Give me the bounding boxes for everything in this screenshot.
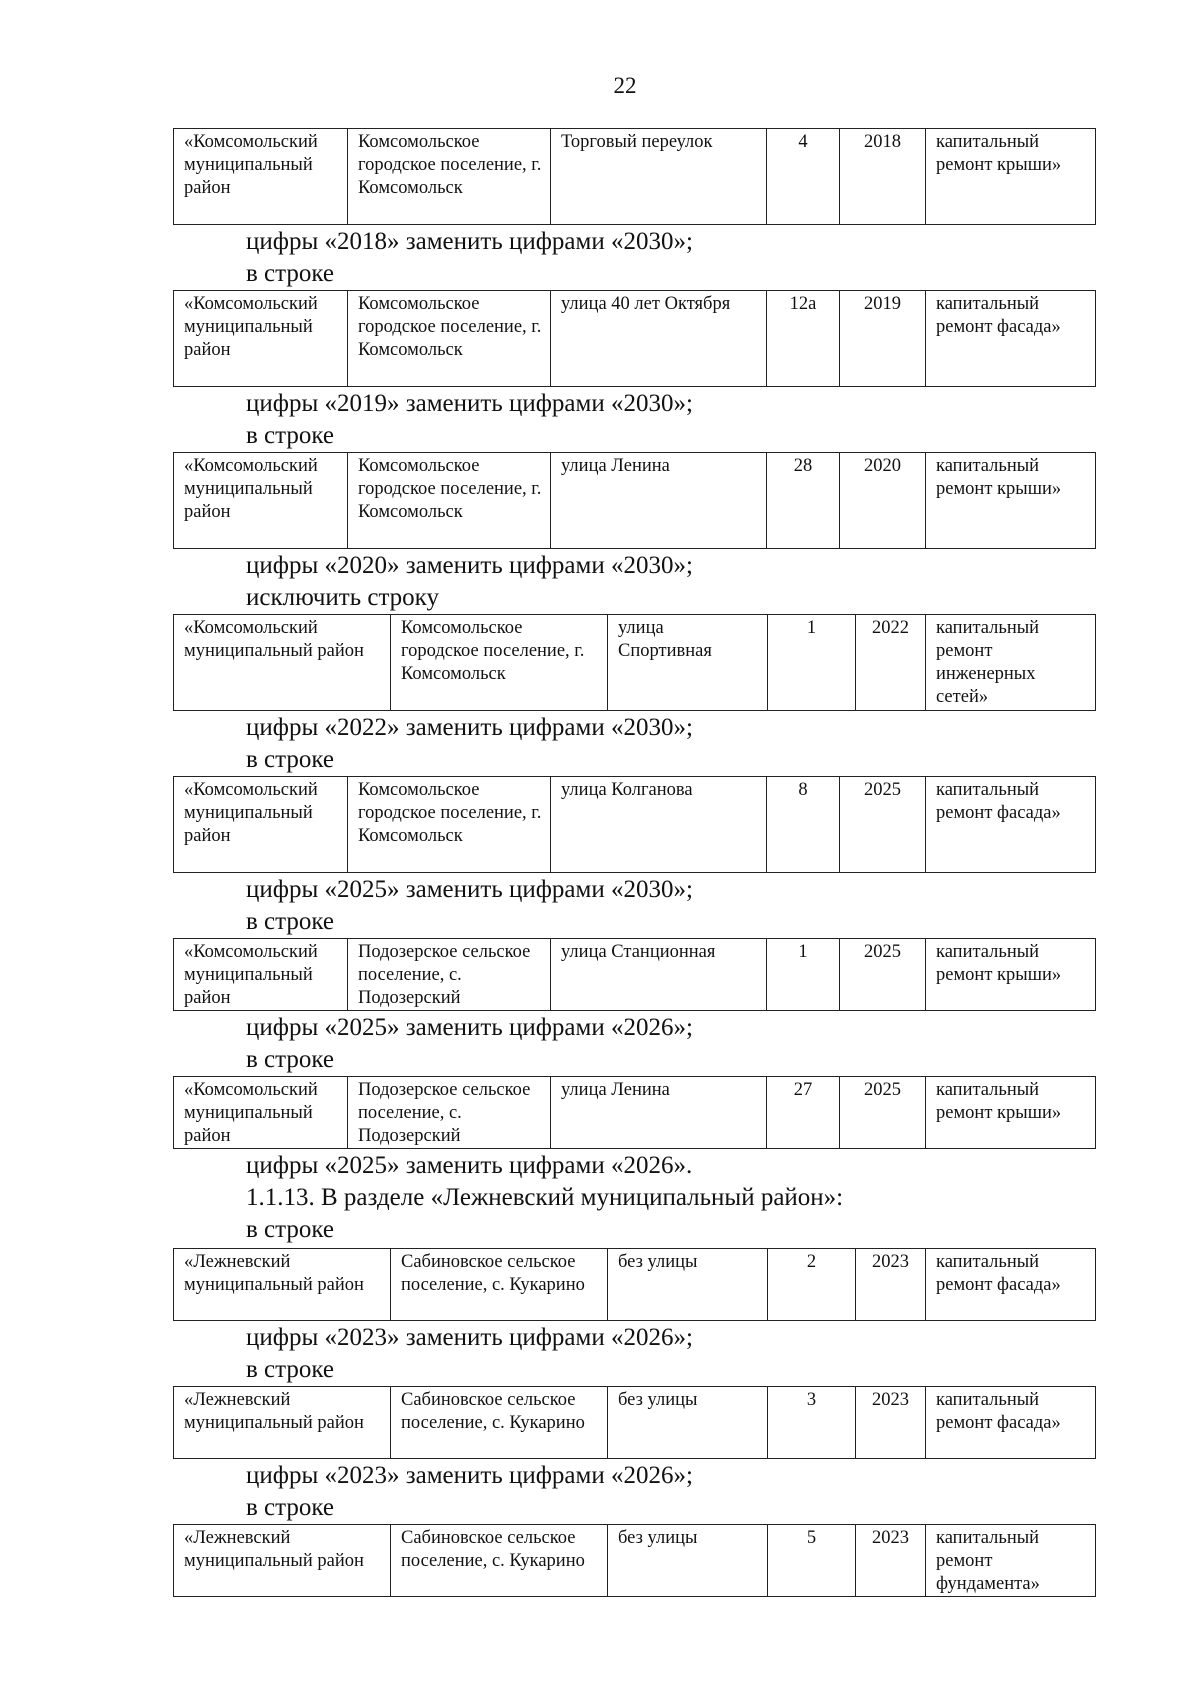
address-table <box>173 1524 1095 1597</box>
street-cell: без улицы <box>608 1525 768 1597</box>
instruction-line: цифры «2018» заменить цифрами «2030»; <box>246 228 693 255</box>
house-number-cell: 4 <box>767 129 840 225</box>
table-row <box>174 777 1096 873</box>
house-number-cell: 3 <box>768 1387 856 1459</box>
work-type-cell: капитальный ремонт крыши» <box>926 939 1096 1011</box>
instruction-line: в строке <box>246 1494 335 1521</box>
street-cell: улица 40 лет Октября <box>551 291 767 387</box>
work-type-cell: капитальный ремонт фундамента» <box>926 1525 1096 1597</box>
instruction-line: в строке <box>246 1046 335 1073</box>
street-cell: улица Станционная <box>551 939 767 1011</box>
work-type-cell: капитальный ремонт крыши» <box>926 129 1096 225</box>
address-table <box>173 290 1095 387</box>
district-cell: «Комсомольский муниципальный район <box>174 1077 348 1149</box>
work-type-cell: капитальный ремонт инженерных сетей» <box>926 615 1096 711</box>
district-cell: «Комсомольский муниципальный район <box>174 291 348 387</box>
address-table <box>173 614 1095 711</box>
year-cell: 2020 <box>840 453 926 549</box>
street-cell: без улицы <box>608 1249 768 1321</box>
year-cell: 2018 <box>840 129 926 225</box>
settlement-cell: Сабиновское сельское поселение, с. Кукарино <box>391 1387 608 1459</box>
instruction-line: цифры «2023» заменить цифрами «2026»; <box>246 1462 693 1489</box>
year-cell: 2023 <box>856 1525 926 1597</box>
address-table <box>173 1386 1095 1459</box>
address-table <box>173 938 1095 1011</box>
instruction-line: исключить строку <box>246 584 439 611</box>
year-cell: 2023 <box>856 1387 926 1459</box>
year-cell: 2025 <box>840 777 926 873</box>
instruction-line: цифры «2020» заменить цифрами «2030»; <box>246 552 693 579</box>
settlement-cell: Комсомольское городское поселение, г. Комсомольск <box>348 453 551 549</box>
work-type-cell: капитальный ремонт фасада» <box>926 777 1096 873</box>
street-cell: улица Спортивная <box>608 615 768 711</box>
district-cell: «Лежневский муниципальный район <box>174 1387 391 1459</box>
address-table <box>173 776 1095 873</box>
district-cell: «Комсомольский муниципальный район <box>174 453 348 549</box>
table-row <box>174 1525 1096 1597</box>
work-type-cell: капитальный ремонт фасада» <box>926 291 1096 387</box>
work-type-cell: капитальный ремонт фасада» <box>926 1387 1096 1459</box>
instruction-line: в строке <box>246 1216 335 1243</box>
settlement-cell: Сабиновское сельское поселение, с. Кукарино <box>391 1525 608 1597</box>
instruction-line: в строке <box>246 260 335 287</box>
page-number: 22 <box>613 73 637 98</box>
instruction-line: цифры «2019» заменить цифрами «2030»; <box>246 390 693 417</box>
house-number-cell: 27 <box>767 1077 840 1149</box>
address-table <box>173 128 1095 225</box>
year-cell: 2023 <box>856 1249 926 1321</box>
instruction-line: цифры «2022» заменить цифрами «2030»; <box>246 714 693 741</box>
district-cell: «Лежневский муниципальный район <box>174 1249 391 1321</box>
settlement-cell: Комсомольское городское поселение, г. Комсомольск <box>348 777 551 873</box>
year-cell: 2022 <box>856 615 926 711</box>
house-number-cell: 8 <box>767 777 840 873</box>
district-cell: «Комсомольский муниципальный район <box>174 939 348 1011</box>
settlement-cell: Комсомольское городское поселение, г. Комсомольск <box>348 129 551 225</box>
house-number-cell: 1 <box>767 939 840 1011</box>
house-number-cell: 2 <box>768 1249 856 1321</box>
house-number-cell: 5 <box>768 1525 856 1597</box>
settlement-cell: Подозерское сельское поселение, с. Подозерский <box>348 939 551 1011</box>
settlement-cell: Комсомольское городское поселение, г. Комсомольск <box>391 615 608 711</box>
work-type-cell: капитальный ремонт фасада» <box>926 1249 1096 1321</box>
house-number-cell: 12а <box>767 291 840 387</box>
house-number-cell: 28 <box>767 453 840 549</box>
table-row <box>174 129 1096 225</box>
table-row <box>174 1077 1096 1149</box>
address-table <box>173 1248 1095 1321</box>
instruction-line: цифры «2025» заменить цифрами «2026»; <box>246 1014 693 1041</box>
street-cell: улица Ленина <box>551 1077 767 1149</box>
street-cell: Торговый переулок <box>551 129 767 225</box>
street-cell: без улицы <box>608 1387 768 1459</box>
instruction-line: цифры «2025» заменить цифрами «2030»; <box>246 876 693 903</box>
table-row <box>174 1249 1096 1321</box>
work-type-cell: капитальный ремонт крыши» <box>926 1077 1096 1149</box>
instruction-line: в строке <box>246 746 335 773</box>
house-number-cell: 1 <box>768 615 856 711</box>
table-row <box>174 453 1096 549</box>
table-row <box>174 1387 1096 1459</box>
work-type-cell: капитальный ремонт крыши» <box>926 453 1096 549</box>
address-table <box>173 1076 1095 1149</box>
settlement-cell: Комсомольское городское поселение, г. Комсомольск <box>348 291 551 387</box>
instruction-line: цифры «2025» заменить цифрами «2026». <box>246 1152 693 1179</box>
instruction-line: в строке <box>246 422 335 449</box>
year-cell: 2019 <box>840 291 926 387</box>
instruction-line: в строке <box>246 1356 335 1383</box>
district-cell: «Комсомольский муниципальный район <box>174 615 391 711</box>
instruction-line: 1.1.13. В разделе «Лежневский муниципальный район»: <box>246 1184 844 1211</box>
settlement-cell: Подозерское сельское поселение, с. Подозерский <box>348 1077 551 1149</box>
year-cell: 2025 <box>840 939 926 1011</box>
instruction-line: в строке <box>246 908 335 935</box>
address-table <box>173 452 1095 549</box>
year-cell: 2025 <box>840 1077 926 1149</box>
table-row <box>174 615 1096 711</box>
district-cell: «Комсомольский муниципальный район <box>174 777 348 873</box>
table-row <box>174 291 1096 387</box>
street-cell: улица Колганова <box>551 777 767 873</box>
street-cell: улица Ленина <box>551 453 767 549</box>
settlement-cell: Сабиновское сельское поселение, с. Кукарино <box>391 1249 608 1321</box>
table-row <box>174 939 1096 1011</box>
instruction-line: цифры «2023» заменить цифрами «2026»; <box>246 1324 693 1351</box>
district-cell: «Комсомольский муниципальный район <box>174 129 348 225</box>
district-cell: «Лежневский муниципальный район <box>174 1525 391 1597</box>
